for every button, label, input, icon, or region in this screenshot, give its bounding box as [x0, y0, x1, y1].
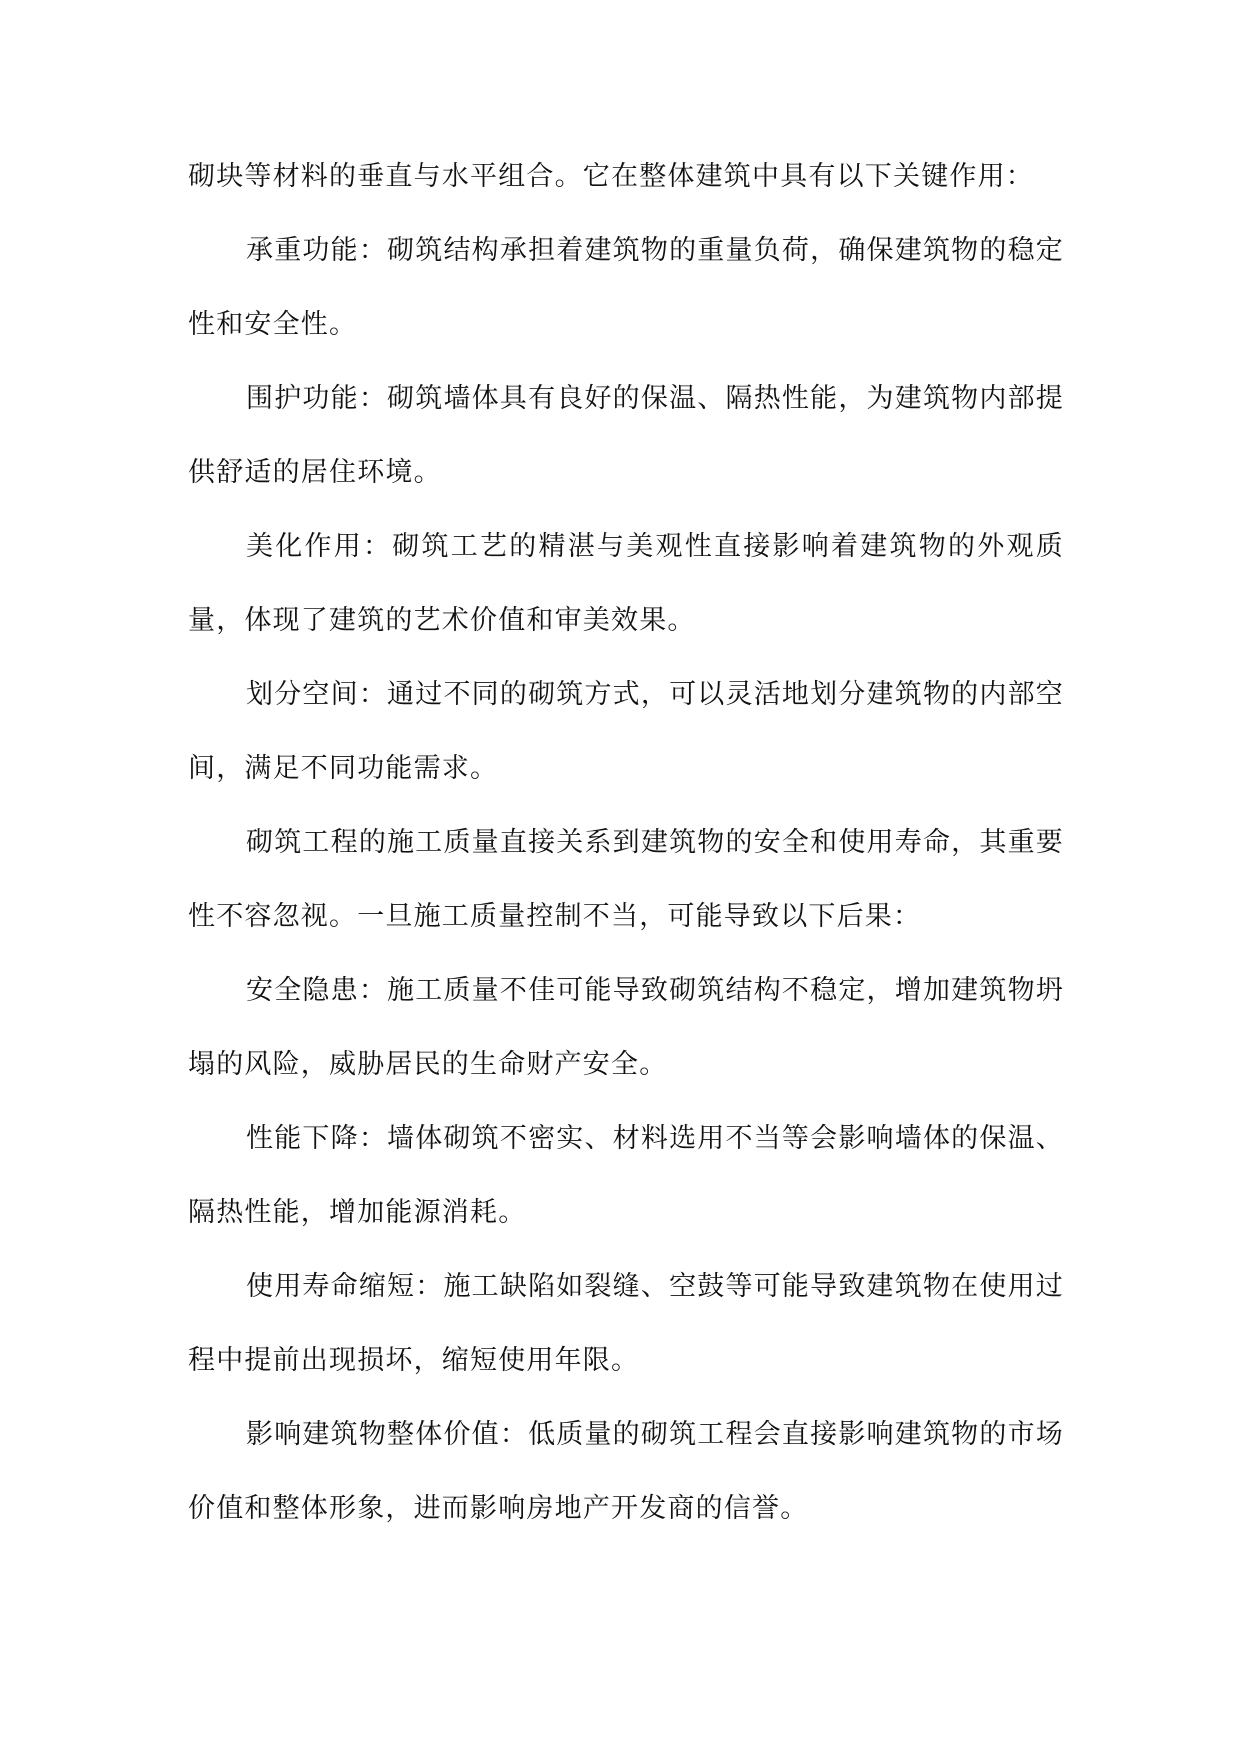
paragraph-load-bearing: 承重功能：砌筑结构承担着建筑物的重量负荷，确保建筑物的稳定性和安全性。	[188, 235, 1064, 340]
paragraph-continuation: 砌块等材料的垂直与水平组合。它在整体建筑中具有以下关键作用：	[188, 161, 1034, 192]
paragraph-space-division: 划分空间：通过不同的砌筑方式，可以灵活地划分建筑物的内部空间，满足不同功能需求。	[188, 679, 1064, 784]
paragraph-overall-value: 影响建筑物整体价值：低质量的砌筑工程会直接影响建筑物的市场价值和整体形象，进而影响房地产开发商的信誉。	[188, 1419, 1064, 1524]
paragraph-enclosure: 围护功能：砌筑墙体具有良好的保温、隔热性能，为建筑物内部提供舒适的居住环境。	[188, 383, 1064, 488]
paragraph-service-life: 使用寿命缩短：施工缺陷如裂缝、空鼓等可能导致建筑物在使用过程中提前出现损坏，缩短使用年限。	[188, 1271, 1064, 1376]
paragraph-safety-hazard: 安全隐患：施工质量不佳可能导致砌筑结构不稳定，增加建筑物坍塌的风险，威胁居民的生命财产安全。	[188, 975, 1064, 1080]
paragraph-quality-importance: 砌筑工程的施工质量直接关系到建筑物的安全和使用寿命，其重要性不容忽视。一旦施工质量控制不当，可能导致以下后果：	[188, 827, 1064, 932]
paragraph-aesthetics: 美化作用：砌筑工艺的精湛与美观性直接影响着建筑物的外观质量，体现了建筑的艺术价值和审美效果。	[188, 531, 1064, 636]
document-body	[188, 140, 1064, 1546]
paragraph-performance-decline: 性能下降：墙体砌筑不密实、材料选用不当等会影响墙体的保温、隔热性能，增加能源消耗。	[188, 1123, 1064, 1228]
